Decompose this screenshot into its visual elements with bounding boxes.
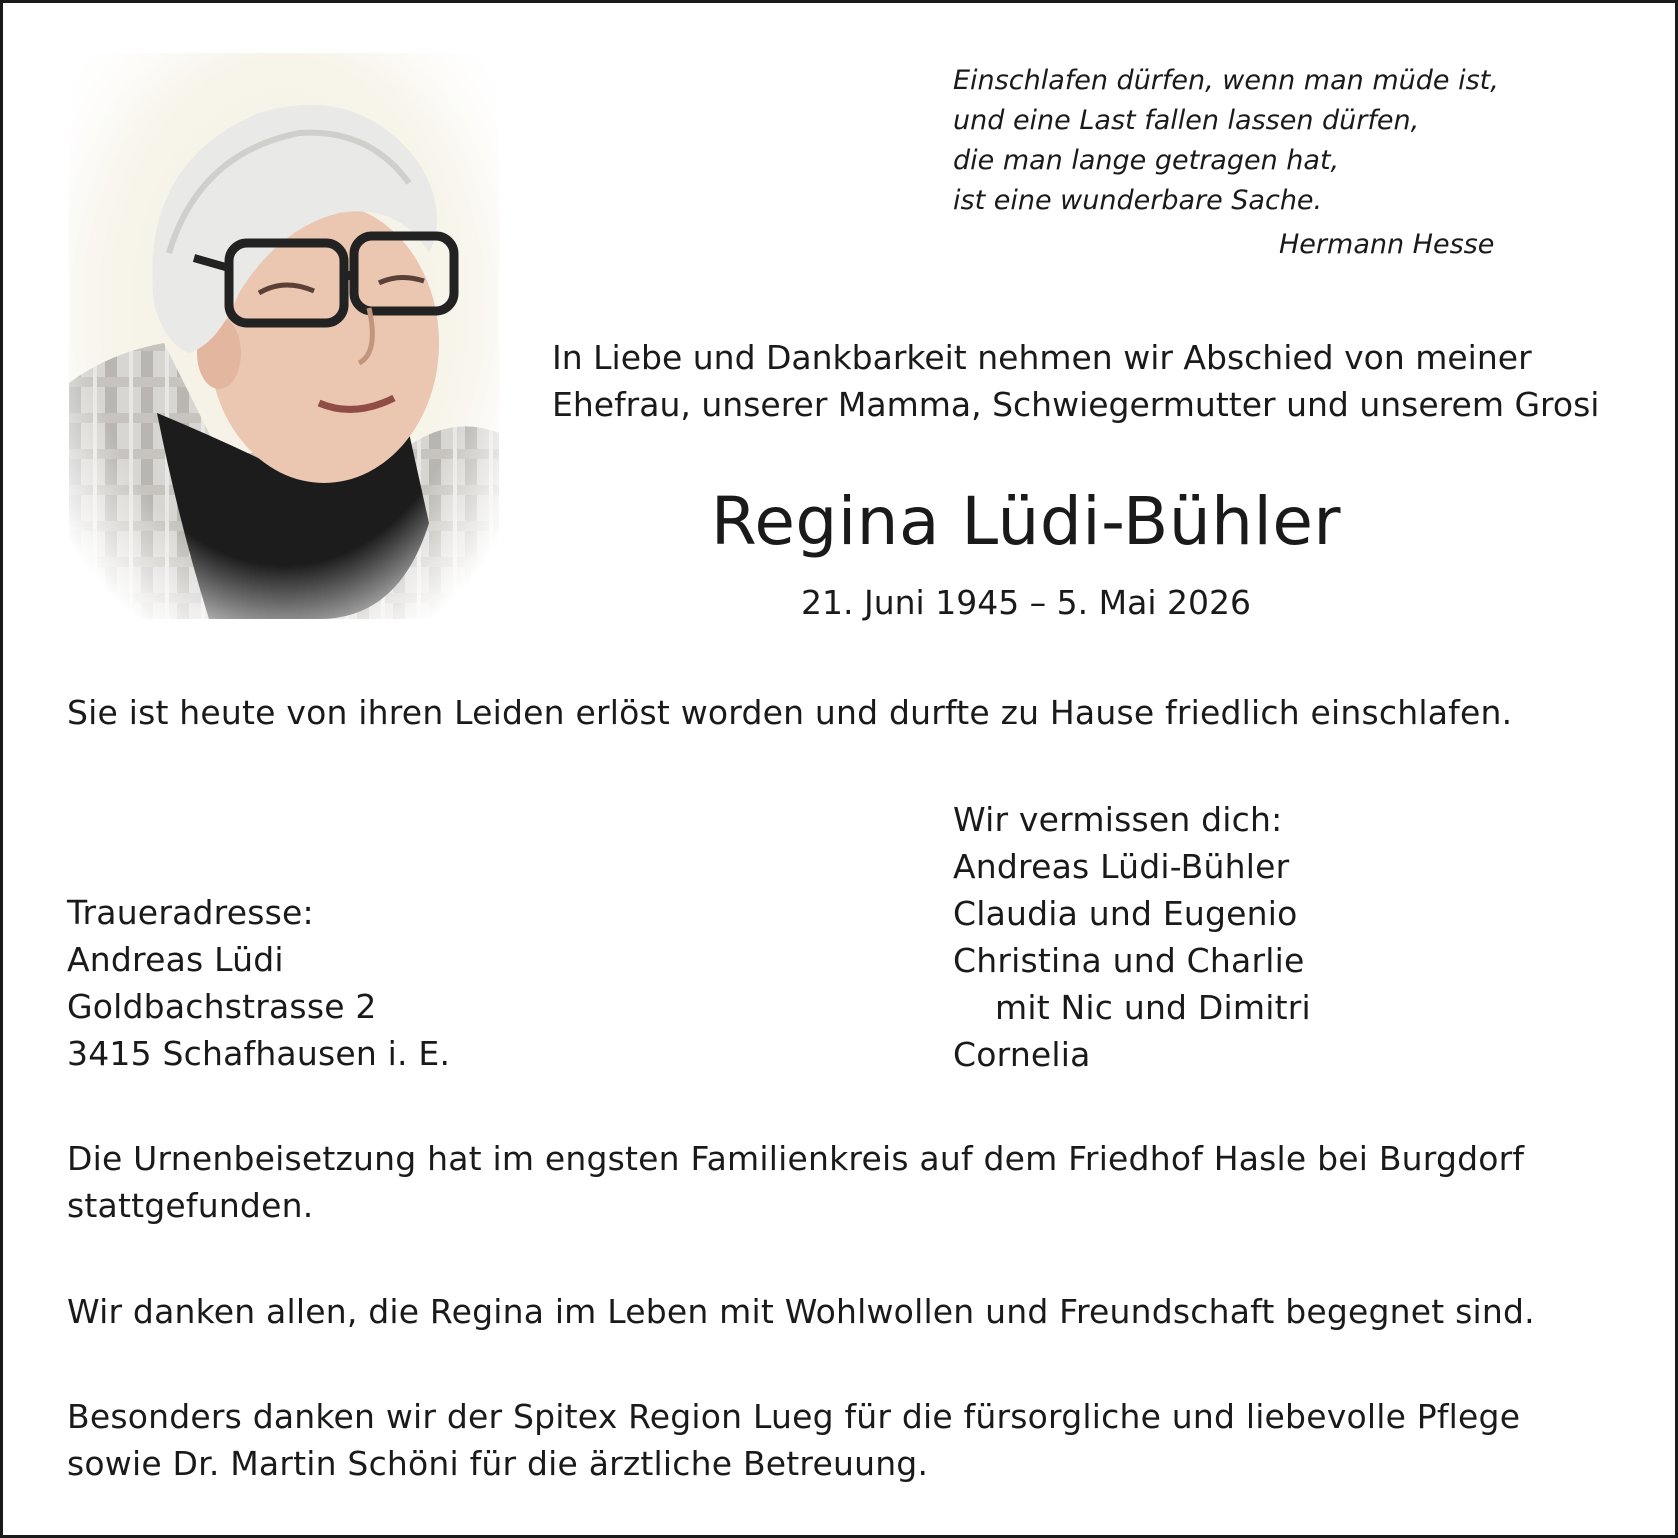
family-heading: Wir vermissen dich:: [953, 800, 1283, 839]
hesse-quote: [953, 61, 1499, 221]
intro-line: Ehefrau, unserer Mamma, Schwiegermutter und unserem Grosi: [552, 385, 1600, 424]
burial-line: Die Urnenbeisetzung hat im engsten Familienkreis auf dem Friedhof Hasle bei Burgdorf: [67, 1139, 1525, 1178]
burial-line: stattgefunden.: [67, 1186, 314, 1225]
intro-text: [552, 334, 1599, 428]
family-member: Christina und Charlie: [953, 941, 1305, 980]
intro-line: In Liebe und Dankbarkeit nehmen wir Abschied von meiner: [552, 338, 1532, 377]
deceased-name: Regina Lüdi-Bühler: [710, 483, 1342, 560]
burial-paragraph: [67, 1135, 1524, 1229]
family-member: mit Nic und Dimitri: [995, 988, 1311, 1027]
quote-author: Hermann Hesse: [1279, 229, 1495, 260]
family-member: Cornelia: [953, 1035, 1091, 1074]
mourning-address: [67, 889, 450, 1077]
family-member: Andreas Lüdi-Bühler: [953, 847, 1290, 886]
quote-line: Einschlafen dürfen, wenn man müde ist,: [953, 65, 1499, 96]
quote-line: und eine Last fallen lassen dürfen,: [953, 105, 1420, 136]
special-thanks-paragraph: [67, 1393, 1520, 1487]
family-list: [953, 796, 1311, 1078]
quote-line: ist eine wunderbare Sache.: [953, 185, 1323, 216]
address-city: 3415 Schafhausen i. E.: [67, 1034, 451, 1073]
address-street: Goldbachstrasse 2: [67, 987, 377, 1026]
special-thanks-line: Besonders danken wir der Spitex Region Lueg für die fürsorgliche und liebevolle Pflege: [67, 1397, 1521, 1436]
special-thanks-line: sowie Dr. Martin Schöni für die ärztliche Betreuung.: [67, 1444, 929, 1483]
family-member: Claudia und Eugenio: [953, 894, 1298, 933]
passing-paragraph: Sie ist heute von ihren Leiden erlöst worden und durfte zu Hause friedlich einschlafen.: [67, 693, 1513, 732]
quote-line: die man lange getragen hat,: [953, 145, 1340, 176]
address-name: Andreas Lüdi: [67, 940, 284, 979]
thanks-paragraph: Wir danken allen, die Regina im Leben mit Wohlwollen und Freundschaft begegnet sind.: [67, 1292, 1535, 1331]
address-heading: Traueradresse:: [67, 893, 314, 932]
life-dates: 21. Juni 1945 – 5. Mai 2026: [801, 583, 1251, 622]
